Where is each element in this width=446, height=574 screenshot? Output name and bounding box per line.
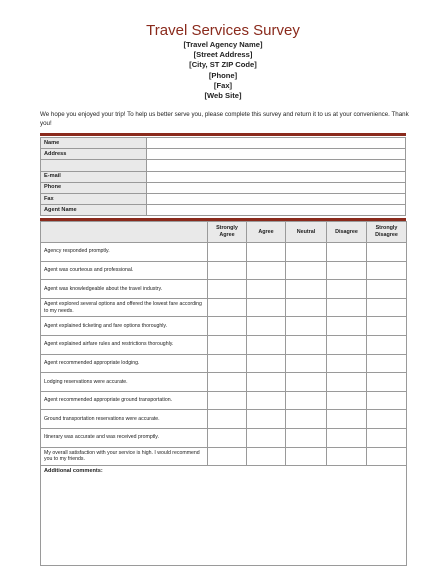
question-column-header	[41, 222, 208, 243]
question-text: Itinerary was accurate and was received promptly.	[41, 428, 208, 447]
rating-cell[interactable]	[367, 428, 407, 447]
rating-cell[interactable]	[286, 261, 327, 280]
rating-cell[interactable]	[208, 447, 247, 466]
rating-cell[interactable]	[327, 354, 367, 373]
rating-column-header: Neutral	[286, 222, 327, 243]
rating-cell[interactable]	[367, 447, 407, 466]
agency-name: [Travel Agency Name]	[183, 40, 263, 49]
rating-column-header: Agree	[247, 222, 286, 243]
contact-row	[41, 193, 406, 204]
rating-cell[interactable]	[247, 428, 286, 447]
rating-cell[interactable]	[327, 280, 367, 299]
contact-field-input[interactable]	[147, 193, 406, 204]
additional-comments-field[interactable]: Additional comments:	[41, 466, 407, 566]
rating-cell[interactable]	[286, 354, 327, 373]
question-row	[41, 298, 407, 317]
question-text: Agent was knowledgeable about the travel industry.	[41, 280, 208, 299]
contact-field-label: Phone	[41, 182, 147, 193]
rating-cell[interactable]	[286, 298, 327, 317]
rating-cell[interactable]	[247, 261, 286, 280]
question-text: Agent recommended appropriate lodging.	[41, 354, 208, 373]
rating-cell[interactable]	[247, 354, 286, 373]
rating-cell[interactable]	[247, 335, 286, 354]
question-text: Ground transportation reservations were accurate.	[41, 410, 208, 429]
question-text: Agent explained ticketing and fare options thoroughly.	[41, 317, 208, 336]
rating-cell[interactable]	[367, 317, 407, 336]
agency-website: [Web Site]	[204, 91, 242, 100]
contact-field-label	[41, 160, 147, 171]
rating-cell[interactable]	[327, 317, 367, 336]
question-row	[41, 317, 407, 336]
rating-cell[interactable]	[286, 391, 327, 410]
rating-cell[interactable]	[286, 317, 327, 336]
rating-cell[interactable]	[327, 335, 367, 354]
rating-cell[interactable]	[327, 298, 367, 317]
contact-field-label: Address	[41, 149, 147, 160]
rating-cell[interactable]	[367, 391, 407, 410]
contact-row	[41, 149, 406, 160]
rating-cell[interactable]	[208, 335, 247, 354]
rating-cell[interactable]	[247, 317, 286, 336]
intro-text: We hope you enjoyed your trip! To help us better serve you, please complete this survey and return it to us at your convenience. Thank you!	[40, 111, 409, 127]
question-text: Agent explored several options and offered the lowest fare according to my needs.	[41, 298, 208, 317]
question-text: Agent was courteous and professional.	[41, 261, 208, 280]
rating-cell[interactable]	[327, 447, 367, 466]
rating-cell[interactable]	[208, 243, 247, 262]
rating-column-header: Disagree	[327, 222, 367, 243]
question-row	[41, 243, 407, 262]
rating-cell[interactable]	[286, 373, 327, 392]
rating-cell[interactable]	[208, 317, 247, 336]
rating-cell[interactable]	[247, 280, 286, 299]
question-text: My overall satisfaction with your service is high. I would recommend you to my friends.	[41, 447, 208, 466]
question-text: Agency responded promptly.	[41, 243, 208, 262]
rating-column-header: Strongly Agree	[208, 222, 247, 243]
question-text: Agent explained airfare rules and restrictions thoroughly.	[41, 335, 208, 354]
contact-row	[41, 138, 406, 149]
rating-cell[interactable]	[286, 243, 327, 262]
contact-field-input[interactable]	[147, 171, 406, 182]
rating-cell[interactable]	[208, 298, 247, 317]
rating-cell[interactable]	[367, 335, 407, 354]
rating-cell[interactable]	[367, 373, 407, 392]
rating-cell[interactable]	[247, 243, 286, 262]
street-address: [Street Address]	[193, 50, 253, 59]
contact-field-input[interactable]	[147, 182, 406, 193]
question-row	[41, 261, 407, 280]
contact-field-label: E-mail	[41, 171, 147, 182]
contact-row	[41, 171, 406, 182]
contact-row	[41, 160, 406, 171]
rating-cell[interactable]	[327, 373, 367, 392]
question-row	[41, 280, 407, 299]
question-row	[41, 391, 407, 410]
rating-cell[interactable]	[367, 410, 407, 429]
rating-cell[interactable]	[367, 298, 407, 317]
rating-cell[interactable]	[208, 428, 247, 447]
contact-info-table	[40, 137, 406, 216]
rating-table	[40, 221, 407, 566]
rating-cell[interactable]	[286, 410, 327, 429]
agency-fax: [Fax]	[213, 81, 233, 90]
rating-cell[interactable]	[208, 261, 247, 280]
page-title: Travel Services Survey	[146, 22, 300, 39]
question-row	[41, 373, 407, 392]
question-text: Lodging reservations were accurate.	[41, 373, 208, 392]
rating-cell[interactable]	[247, 391, 286, 410]
rating-cell[interactable]	[286, 447, 327, 466]
rating-cell[interactable]	[208, 410, 247, 429]
question-text: Agent recommended appropriate ground transportation.	[41, 391, 208, 410]
rating-cell[interactable]	[208, 354, 247, 373]
rating-cell[interactable]	[286, 335, 327, 354]
contact-field-label: Fax	[41, 193, 147, 204]
rating-cell[interactable]	[208, 391, 247, 410]
comments-row	[41, 466, 407, 566]
agency-phone: [Phone]	[208, 71, 238, 80]
rating-cell[interactable]	[327, 391, 367, 410]
top-divider	[40, 133, 406, 136]
rating-cell[interactable]	[367, 280, 407, 299]
rating-cell[interactable]	[286, 428, 327, 447]
rating-cell[interactable]	[208, 280, 247, 299]
contact-field-input[interactable]	[147, 149, 406, 160]
rating-cell[interactable]	[247, 373, 286, 392]
contact-field-label: Agent Name	[41, 205, 147, 216]
question-row	[41, 410, 407, 429]
contact-field-input[interactable]	[147, 205, 406, 216]
contact-field-input[interactable]	[147, 160, 406, 171]
rating-cell[interactable]	[367, 354, 407, 373]
rating-cell[interactable]	[247, 410, 286, 429]
rating-cell[interactable]	[286, 280, 327, 299]
question-row	[41, 335, 407, 354]
question-row	[41, 428, 407, 447]
rating-cell[interactable]	[327, 261, 367, 280]
rating-cell[interactable]	[247, 298, 286, 317]
rating-cell[interactable]	[327, 428, 367, 447]
contact-row	[41, 205, 406, 216]
rating-cell[interactable]	[208, 373, 247, 392]
contact-field-label: Name	[41, 138, 147, 149]
city-state-zip: [City, ST ZIP Code]	[189, 60, 257, 69]
question-row	[41, 354, 407, 373]
question-row	[41, 447, 407, 466]
rating-cell[interactable]	[247, 447, 286, 466]
contact-field-input[interactable]	[147, 138, 406, 149]
rating-cell[interactable]	[367, 261, 407, 280]
rating-cell[interactable]	[367, 243, 407, 262]
contact-row	[41, 182, 406, 193]
rating-column-header: Strongly Disagree	[367, 222, 407, 243]
rating-cell[interactable]	[327, 410, 367, 429]
rating-cell[interactable]	[327, 243, 367, 262]
